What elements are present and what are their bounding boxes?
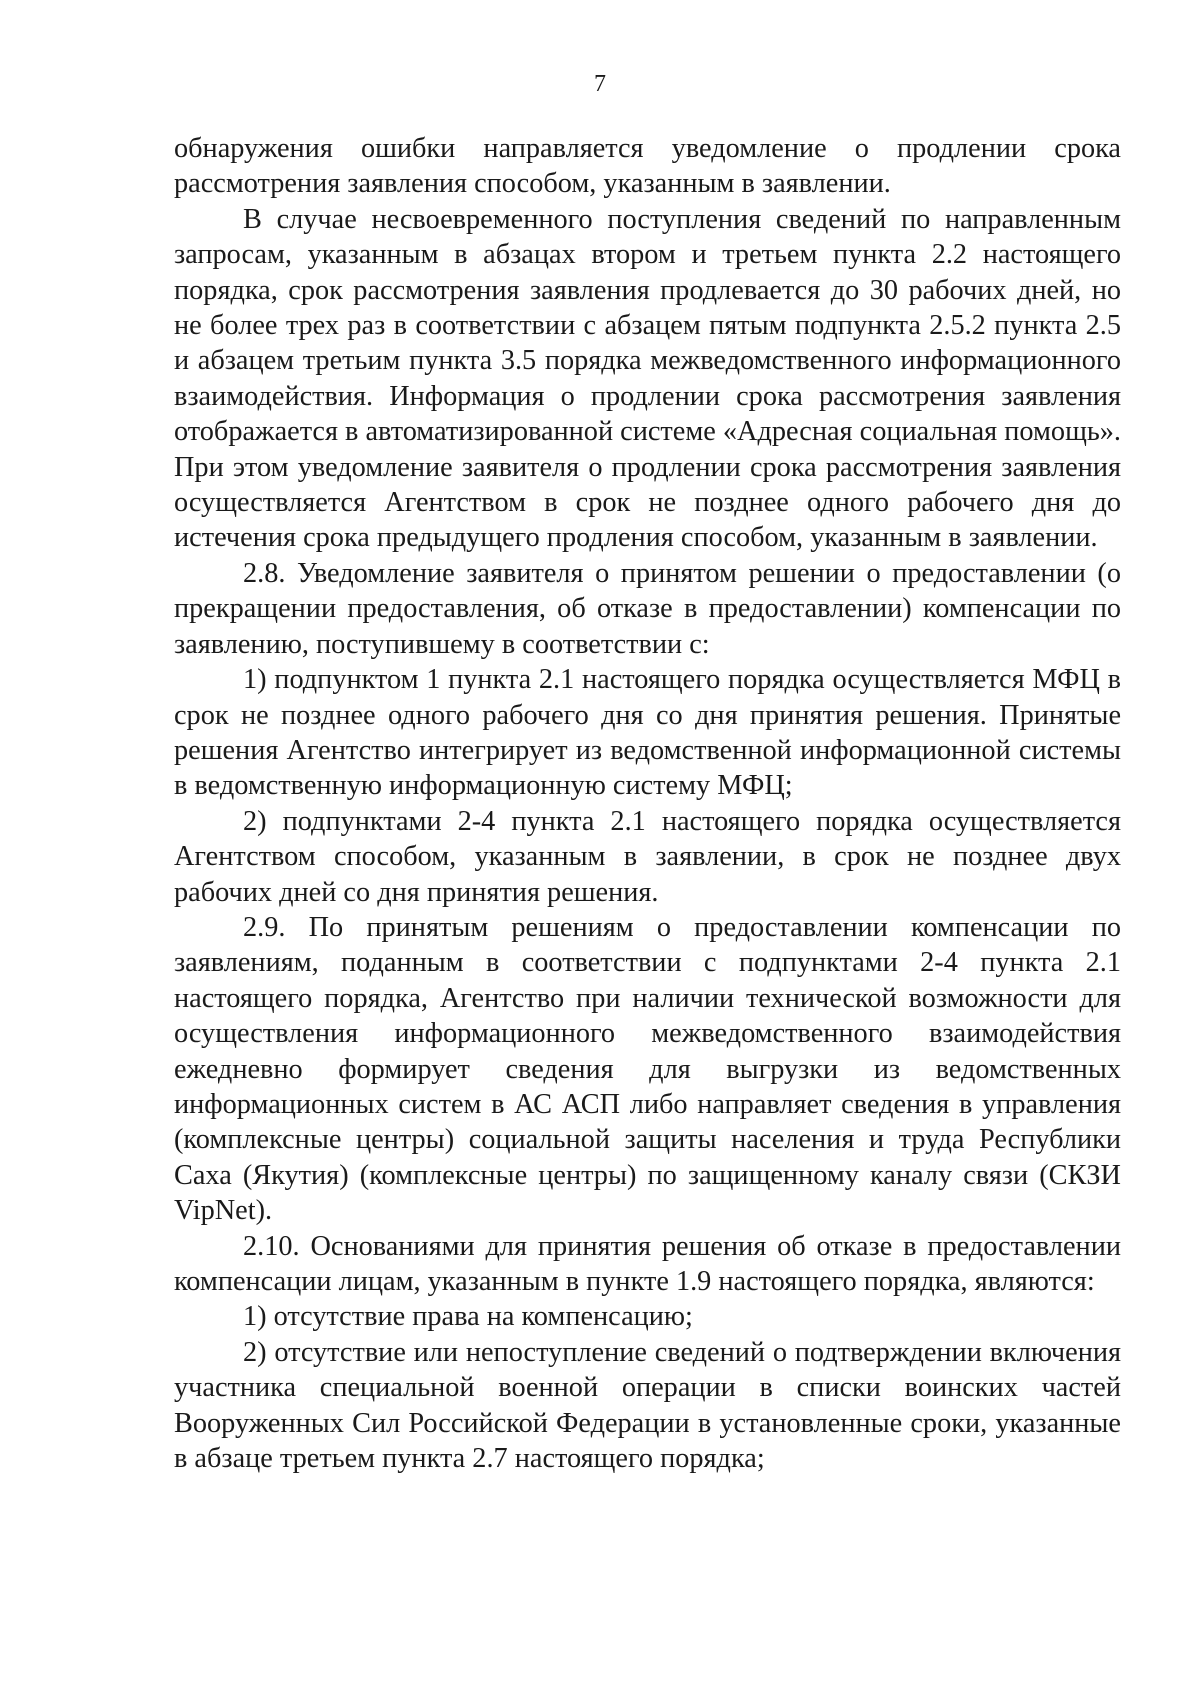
- paragraph-2-9: 2.9. По принятым решениям о предоставлении компенсации по заявлениям, поданным в соответствии с подпунктами 2-4 пункта 2.1 настоящего порядка, Агентство при наличии технической возможности для осуществления информационного межведомственного взаимодействия ежедневно формирует сведения для выгрузки из ведомственных информационных систем в АС АСП либо направляет сведения в управления (комплексные центры) социальной защиты населения и труда Республики Саха (Якутия) (комплексные центры) по защищенному каналу связи (СКЗИ VipNet).: [174, 911, 1121, 1227]
- paragraph-continuation: обнаружения ошибки направляется уведомление о продлении срока рассмотрения заявления способом, указанным в заявлении.: [174, 133, 1121, 200]
- paragraph-2-8-item-1: 1) подпунктом 1 пункта 2.1 настоящего порядка осуществляется МФЦ в срок не позднее одного рабочего дня со дня принятия решения. Принятые решения Агентство интегрирует из ведомственной информационной системы в ведомственную информационную систему МФЦ;: [174, 664, 1121, 802]
- page-number: 7: [594, 71, 606, 97]
- paragraph-extension-notice: В случае несвоевременного поступления сведений по направленным запросам, указанным в абзацах втором и третьем пункта 2.2 настоящего порядка, срок рассмотрения заявления продлевается до 30 рабочих дней, но не более трех раз в соответствии с абзацем пятым подпункта 2.5.2 пункта 2.5 и абзацем третьим пункта 3.5 порядка межведомственного информационного взаимодействия. Информация о продлении срока рассмотрения заявления отображается в автоматизированной системе «Адресная социальная помощь». При этом уведомление заявителя о продлении срока рассмотрения заявления осуществляется Агентством в срок не позднее одного рабочего дня до истечения срока предыдущего продления способом, указанным в заявлении.: [174, 203, 1121, 554]
- paragraph-2-8-item-2: 2) подпунктами 2-4 пункта 2.1 настоящего порядка осуществляется Агентством способом, указанным в заявлении, в срок не позднее двух рабочих дней со дня принятия решения.: [174, 805, 1121, 908]
- paragraph-2-10: 2.10. Основаниями для принятия решения об отказе в предоставлении компенсации лицам, указанным в пункте 1.9 настоящего порядка, являются:: [174, 1230, 1121, 1297]
- paragraph-2-8: 2.8. Уведомление заявителя о принятом решении о предоставлении (о прекращении предоставления, об отказе в предоставлении) компенсации по заявлению, поступившему в соответствии с:: [174, 557, 1121, 660]
- document-body: [174, 131, 1121, 1476]
- paragraph-2-10-item-1: 1) отсутствие права на компенсацию;: [243, 1301, 693, 1333]
- paragraph-2-10-item-2: 2) отсутствие или непоступление сведений о подтверждении включения участника специальной военной операции в списки воинских частей Вооруженных Сил Российской Федерации в установленные сроки, указанные в абзаце третьем пункта 2.7 настоящего порядка;: [174, 1336, 1121, 1475]
